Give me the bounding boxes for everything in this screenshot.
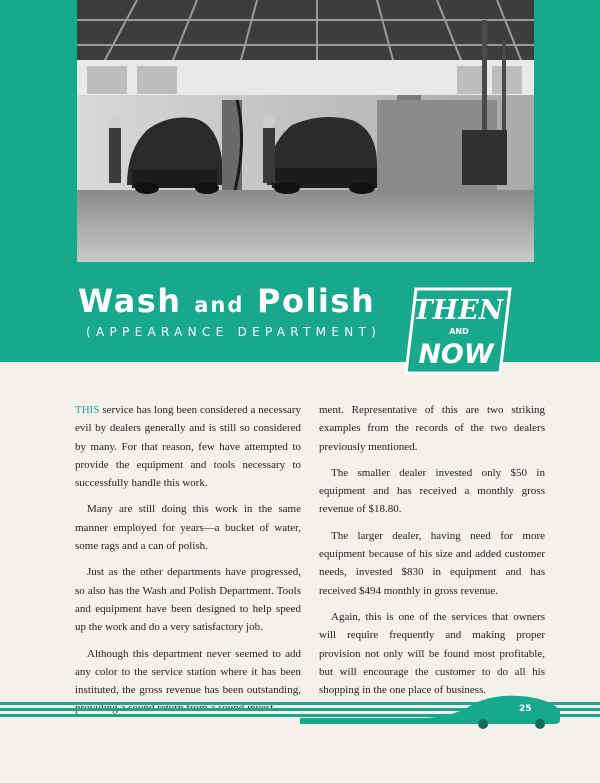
page-number: 25 [519,704,532,714]
title-wash: Wash [78,282,182,320]
badge-now: NOW [418,339,494,370]
page-title [78,283,398,323]
paragraph: Many are still doing this work in the same manner employed for years—a bucket of water, some rags and a can of polish. [75,503,301,553]
left-column [75,401,301,726]
lead-word: THIS [75,404,100,416]
footer-car-graphic [0,688,600,733]
paragraph: Just as the other departments have progressed, so also has the Wash and Polish Department. Tools and equipment have been designed to help speed up the work and do a very satisfactory job. [75,566,301,634]
wash-rack-photo [77,0,534,262]
title-and: and [194,293,245,317]
paragraph: Again, this is one of the services that owners will require frequently and making proper provision not only will be found most profitable, but will encourage the customer to do all his shopping in the one place of business. [319,610,545,697]
title-polish: Polish [257,282,376,320]
badge-and: AND [449,327,469,336]
paragraph: The larger dealer, having need for more equipment because of his size and added customer needs, invested $830 in equipment and has received $494 monthly in gross revenue. [319,529,545,597]
badge-then: THEN [412,295,504,326]
paragraph: Although this department never seemed to add any color to the service station where it has been instituted, the gross revenue has been outstanding, [75,647,301,697]
paragraph-text: service has long been considered a necessary evil by dealers generally and is still so considered by many. For that reason, few have attempted to provide the equipment and tools necessary to successfully handle this work. [75,404,301,490]
paragraph [75,401,301,492]
page-subtitle: (APPEARANCE DEPARTMENT) [86,325,382,339]
article-body [75,401,545,697]
paragraph: The smaller dealer invested only $50 in equipment and has received a monthly gross revenue of $18.80. [319,466,545,516]
right-column [319,401,545,707]
then-and-now-badge [402,285,514,377]
title-block [78,283,398,339]
paragraph: ment. Representative of this are two striking examples from the records of the two dealers previously mentioned. [319,404,545,453]
